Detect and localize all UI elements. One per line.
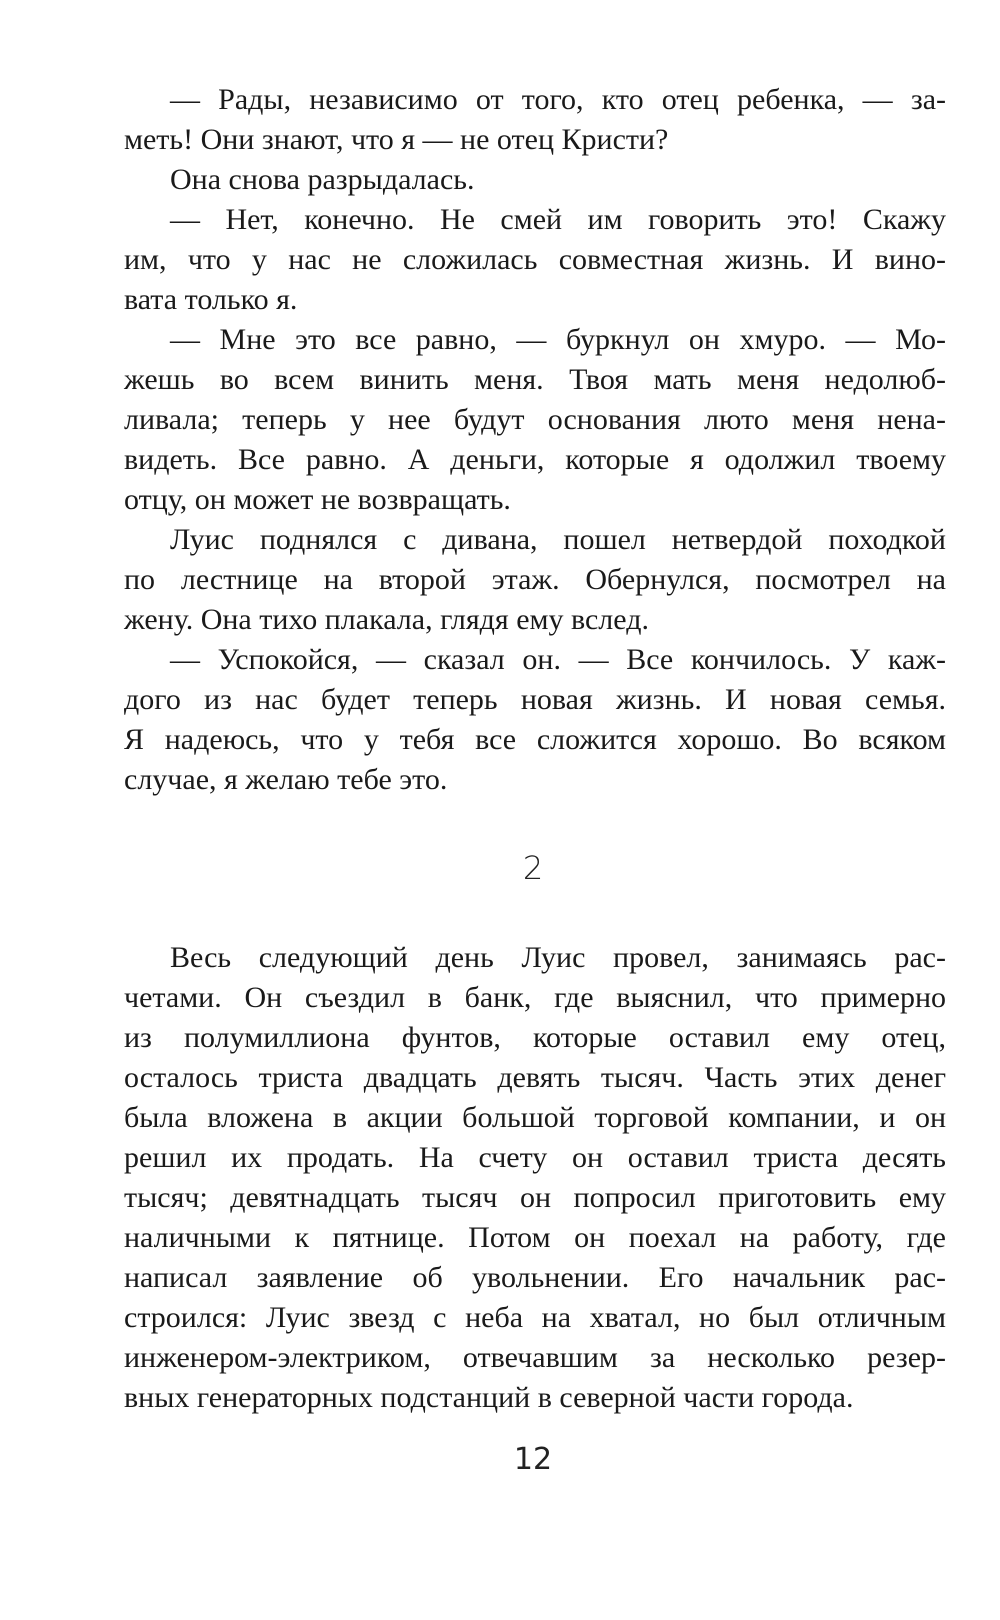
text-line: вата только я. [124,283,298,316]
page-number: 12 [513,1442,553,1477]
chapter-number: 2 [522,849,544,887]
text-line: — Мне это все равно, — буркнул он хмуро. — Мо- [170,323,946,356]
text-line: решил их продать. На счету он оставил триста десять [124,1141,946,1174]
text-line: — Нет, конечно. Не смей им говорить это! Скажу [170,203,946,236]
text-section-bottom [124,938,946,1418]
text-line: строился: Луис звезд с неба на хватал, но был отличным [124,1301,946,1334]
text-line: им, что у нас не сложилась совместная жизнь. И вино- [124,243,946,276]
text-line: из полумиллиона фунтов, которые оставил ему отец, [124,1021,946,1054]
text-section-top [124,80,946,800]
text-line: Я надеюсь, что у тебя все сложится хорошо. Во всяком [124,723,946,756]
text-line: отцу, он может не возвращать. [124,483,511,516]
text-line: по лестнице на второй этаж. Обернулся, посмотрел на [124,563,946,596]
text-line: была вложена в акции большой торговой компании, и он [124,1101,946,1134]
text-line: жешь во всем винить меня. Твоя мать меня недолюб- [124,363,946,396]
text-line: инженером-электриком, отвечавшим за несколько резер- [124,1341,946,1374]
text-line: видеть. Все равно. А деньги, которые я одолжил твоему [124,443,946,476]
text-line: осталось триста двадцать девять тысяч. Часть этих денег [124,1061,946,1094]
text-line: жену. Она тихо плакала, глядя ему вслед. [124,603,649,636]
text-line: написал заявление об увольнении. Его начальник рас- [124,1261,946,1294]
text-line: четами. Он съездил в банк, где выяснил, что примерно [124,981,946,1014]
text-line: тысяч; девятнадцать тысяч он попросил приготовить ему [124,1181,946,1214]
text-line: Весь следующий день Луис провел, занимаясь рас- [170,941,946,974]
text-line: ливала; теперь у нее будут основания люто меня нена- [124,403,946,436]
text-line: дого из нас будет теперь новая жизнь. И новая семья. [124,683,946,716]
text-line: Она снова разрыдалась. [170,163,475,196]
text-line: случае, я желаю тебе это. [124,763,448,796]
text-line: наличными к пятнице. Потом он поехал на работу, где [124,1221,946,1254]
text-line: — Успокойся, — сказал он. — Все кончилось. У каж- [170,643,946,676]
text-line: Луис поднялся с дивана, пошел нетвердой походкой [170,523,946,556]
text-line: меть! Они знают, что я — не отец Кристи? [124,123,669,156]
text-line: вных генераторных подстанций в северной части города. [124,1381,854,1414]
text-line: — Рады, независимо от того, кто отец ребенка, — за- [170,83,946,116]
